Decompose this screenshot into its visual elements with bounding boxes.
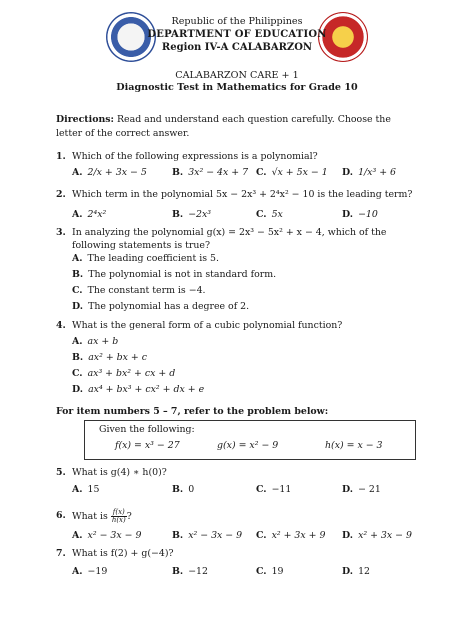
question-text: What is f(2) + g(−4)?	[72, 548, 174, 559]
option-7b[interactable]: B. −12	[172, 566, 208, 577]
option-1d[interactable]: D. 1/x³ + 6	[342, 167, 397, 178]
header-program: CALABARZON CARE + 1	[175, 70, 299, 81]
section-note: For item numbers 5 – 7, refer to the problem below:	[56, 406, 329, 417]
question-number: 2.	[56, 189, 66, 200]
option-3a[interactable]: A. The leading coefficient is 5.	[72, 253, 219, 264]
option-7d[interactable]: D. 12	[342, 566, 370, 577]
option-3d[interactable]: D. The polynomial has a degree of 2.	[72, 301, 250, 312]
question-text: What is $\frac{f(x)}{h(x)}$ ?	[72, 508, 132, 524]
option-2c[interactable]: C. 5x	[256, 209, 283, 220]
option-5c[interactable]: C. −11	[256, 484, 292, 495]
test-title: Diagnostic Test in Mathematics for Grade 10	[116, 82, 358, 93]
option-1c[interactable]: C. √x + 5x − 1	[256, 167, 328, 178]
question-text: In analyzing the polynomial g(x) = 2x³ − 5x² + x − 4, which of the following statements is true?	[72, 227, 387, 251]
option-1b[interactable]: B. 3x² − 4x + 7	[172, 167, 249, 178]
given-box	[84, 420, 416, 460]
question-6	[56, 503, 426, 527]
option-7c[interactable]: C. 19	[256, 566, 284, 577]
header-region: Region IV-A CALABARZON	[161, 42, 313, 53]
question-number: 6.	[56, 510, 66, 521]
option-2d[interactable]: D. −10	[342, 209, 378, 220]
option-6a[interactable]: A. x² − 3x − 9	[72, 530, 142, 541]
question-text: Which of the following expressions is a polynomial?	[72, 151, 318, 162]
option-4b[interactable]: B. ax² + bx + c	[72, 352, 148, 363]
question-number: 3.	[56, 227, 66, 238]
question-text: Which term in the polynomial 5x − 2x³ + 2⁴x² − 10 is the leading term?	[72, 189, 413, 200]
given-title: Given the following:	[99, 424, 195, 435]
option-6c[interactable]: C. x² + 3x + 9	[256, 530, 326, 541]
header-republic: Republic of the Philippines	[171, 16, 303, 27]
option-3b[interactable]: B. The polynomial is not in standard form.	[72, 269, 277, 280]
directions-text: Read and understand each question carefully. Choose the letter of the correct answer.	[56, 114, 391, 139]
given-g: g(x) = x² − 9	[217, 440, 279, 451]
option-6b[interactable]: B. x² − 3x − 9	[172, 530, 243, 541]
option-2b[interactable]: B. −2x³	[172, 209, 212, 220]
option-5b[interactable]: B. 0	[172, 484, 195, 495]
option-6d[interactable]: D. x² + 3x − 9	[342, 530, 412, 541]
option-5d[interactable]: D. − 21	[342, 484, 381, 495]
question-number: 1.	[56, 151, 66, 162]
directions-label: Directions:	[56, 114, 115, 125]
option-4d[interactable]: D. ax⁴ + bx³ + cx² + dx + e	[72, 384, 205, 395]
question-number: 4.	[56, 320, 66, 331]
option-5a[interactable]: A. 15	[72, 484, 100, 495]
option-4a[interactable]: A. ax + b	[72, 336, 119, 347]
option-3c[interactable]: C. The constant term is −4.	[72, 285, 206, 296]
directions	[56, 113, 416, 141]
question-number: 5.	[56, 467, 66, 478]
option-1a[interactable]: A. 2/x + 3x − 5	[72, 167, 147, 178]
option-2a[interactable]: A. 2⁴x²	[72, 209, 107, 220]
option-7a[interactable]: A. −19	[72, 566, 108, 577]
question-text: What is g(4) ∗ h(0)?	[72, 467, 167, 478]
given-h: h(x) = x − 3	[325, 440, 383, 451]
header-department: DEPARTMENT OF EDUCATION	[147, 29, 327, 40]
given-f: f(x) = x³ − 27	[115, 440, 180, 451]
question-text: What is the general form of a cubic polynomial function?	[72, 320, 343, 331]
question-number: 7.	[56, 548, 66, 559]
option-4c[interactable]: C. ax³ + bx² + cx + d	[72, 368, 176, 379]
question-fraction: $\frac{f(x)}{h(x)}$	[111, 508, 126, 524]
